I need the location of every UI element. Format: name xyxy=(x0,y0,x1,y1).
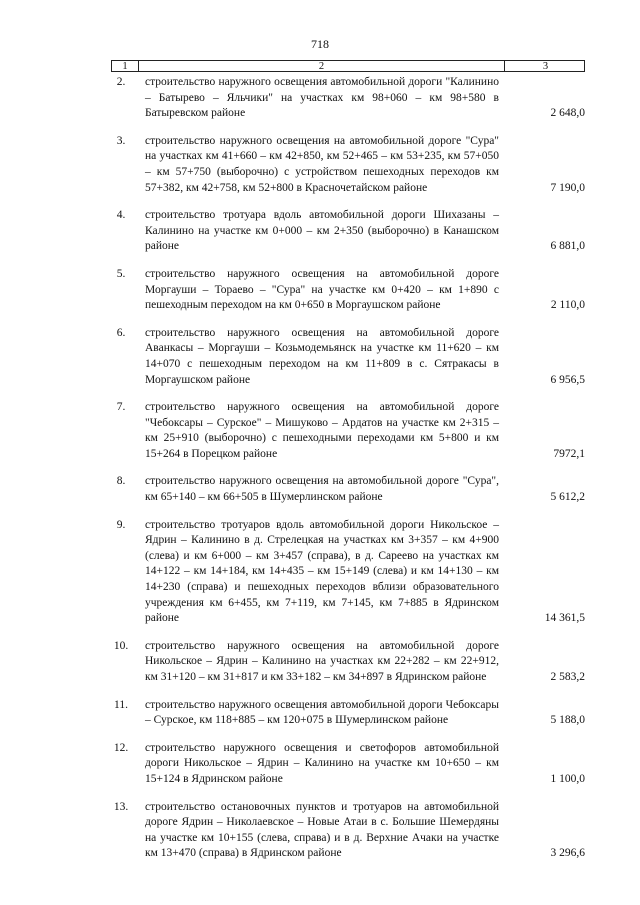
row-description: строительство наружного освещения и светофоров автомобильной дороги Никольское – Ядрин – Калинино на участке км 10+650 – км 15+124 в Ядринском районе xyxy=(145,741,499,785)
row-value xyxy=(503,400,585,462)
row-value-text: 14 361,5 xyxy=(544,612,585,625)
table-header xyxy=(111,60,585,72)
row-description: строительство наружного освещения на автомобильной дороге Моргауши – Тораево – "Сура" на участке км 0+420 – км 1+890 с пешеходным переходом на км 0+650 в Моргаушском районе xyxy=(145,267,499,312)
table-row xyxy=(111,400,585,462)
table-row xyxy=(111,267,585,314)
row-description: строительство тротуара вдоль автомобильной дороги Шихазаны – Калинино на участке км 0+000 – км 2+350 (выборочно) в Канашском районе xyxy=(145,209,499,253)
table-row xyxy=(111,800,585,862)
header-col-3: 3 xyxy=(504,61,586,72)
row-value xyxy=(503,698,585,729)
table-row xyxy=(111,474,585,505)
row-number: 13. xyxy=(113,800,129,813)
table-row xyxy=(111,326,585,388)
row-value-text: 2 110,0 xyxy=(550,299,585,312)
row-value-text: 5 612,2 xyxy=(550,491,585,504)
row-description: строительство наружного освещения автомобильной дороги Чебоксары – Сурское, км 118+885 – км 120+075 в Шумерлинском районе xyxy=(145,698,499,727)
row-value xyxy=(503,518,585,627)
row-number: 12. xyxy=(113,741,129,754)
table-body xyxy=(111,75,585,862)
row-value xyxy=(503,267,585,314)
row-number: 3. xyxy=(116,134,126,147)
header-col-2: 2 xyxy=(138,61,504,72)
row-value-text: 7 190,0 xyxy=(550,181,585,194)
row-value-text: 6 956,5 xyxy=(550,373,585,386)
row-description: строительство наружного освещения автомобильной дороги "Калинино – Батырево – Яльчики" на участках км 98+060 – км 98+580 в Батыревском районе xyxy=(145,76,499,120)
row-value-text: 2 583,2 xyxy=(550,671,585,683)
row-value xyxy=(503,639,585,686)
table-row xyxy=(111,75,585,122)
row-value-text: 2 648,0 xyxy=(550,107,585,120)
row-number: 4. xyxy=(116,209,126,222)
works-table xyxy=(111,60,585,874)
table-row xyxy=(111,741,585,788)
row-number: 2. xyxy=(116,76,126,88)
row-value xyxy=(503,741,585,788)
header-col-1: 1 xyxy=(122,61,128,72)
row-number: 9. xyxy=(116,518,126,531)
table-row xyxy=(111,208,585,255)
table-row xyxy=(111,698,585,729)
row-value xyxy=(503,134,585,196)
row-number: 7. xyxy=(116,401,126,414)
row-value xyxy=(503,208,585,255)
row-description: строительство наружного освещения на автомобильной дороге "Чебоксары – Сурское" – Мишуково – Ардатов на участке км 2+315 – км 25+910 (выборочно) с пешеходными переходами км 5+800 и км 15+264 в Порецком районе xyxy=(145,401,499,460)
row-value-text: 3 296,6 xyxy=(550,847,585,860)
row-number: 5. xyxy=(116,267,126,280)
row-description: строительство тротуаров вдоль автомобильной дороги Никольское – Ядрин – Калинино в д. Стрелецкая на участках км 3+357 – км 4+900 (слева) и км 6+000 – км 3+457 (справа), в д. Сареево на участках км 14+122 – км 14+184, км 14+435 – км 15+149 (слева) и км 14+130 – км 14+230 (справа) и пешеходных переходов вблизи образовательного учреждения км 6+455, км 7+119, км 7+145, км 7+885 в Ядринском районе xyxy=(145,518,499,625)
row-description: строительство наружного освещения на автомобильной дороге "Сура", км 65+140 – км 66+505 в Шумерлинском районе xyxy=(145,475,499,504)
row-number: 6. xyxy=(116,326,126,339)
row-description: строительство остановочных пунктов и тротуаров на автомобильной дороге Ядрин – Николаевское – Новые Атаи в с. Большие Шемердяны на участке км 10+155 (слева, справа) и в д. Верхние Ачаки на участке км 13+470 (справа) в Ядринском районе xyxy=(145,800,499,860)
row-number: 10. xyxy=(113,639,129,652)
row-value xyxy=(503,75,585,122)
row-value xyxy=(503,474,585,505)
row-value xyxy=(503,326,585,388)
table-row xyxy=(111,134,585,196)
row-description: строительство наружного освещения на автомобильной дороге Никольское – Ядрин – Калинино на участках км 22+282 – км 22+912, км 31+120 – км 31+817 и км 33+182 – км 34+897 в Ядринском районе xyxy=(145,639,499,683)
row-value-text: 1 100,0 xyxy=(550,772,585,785)
row-description: строительство наружного освещения на автомобильной дороге "Сура" на участках км 41+660 – км 42+850, км 52+465 – км 53+235, км 57+050 – км 57+750 (выборочно) с устройством пешеходных переходов км 57+382, км 42+758, км 52+800 в Красночетайском районе xyxy=(145,134,499,194)
row-description: строительство наружного освещения на автомобильной дороге Аванкасы – Моргауши – Козьмодемьянск на участке км 11+620 – км 14+070 с пешеходным переходом на км 11+809 в с. Сятракасы в Моргаушском районе xyxy=(145,326,499,386)
row-number: 8. xyxy=(116,475,126,488)
row-number: 11. xyxy=(114,698,128,711)
row-value-text: 7972,1 xyxy=(553,447,585,460)
row-value xyxy=(503,800,585,862)
row-value-text: 6 881,0 xyxy=(550,240,585,253)
table-row xyxy=(111,518,585,627)
row-value-text: 5 188,0 xyxy=(550,714,585,727)
table-row xyxy=(111,639,585,686)
page-number: 718 xyxy=(311,37,329,51)
